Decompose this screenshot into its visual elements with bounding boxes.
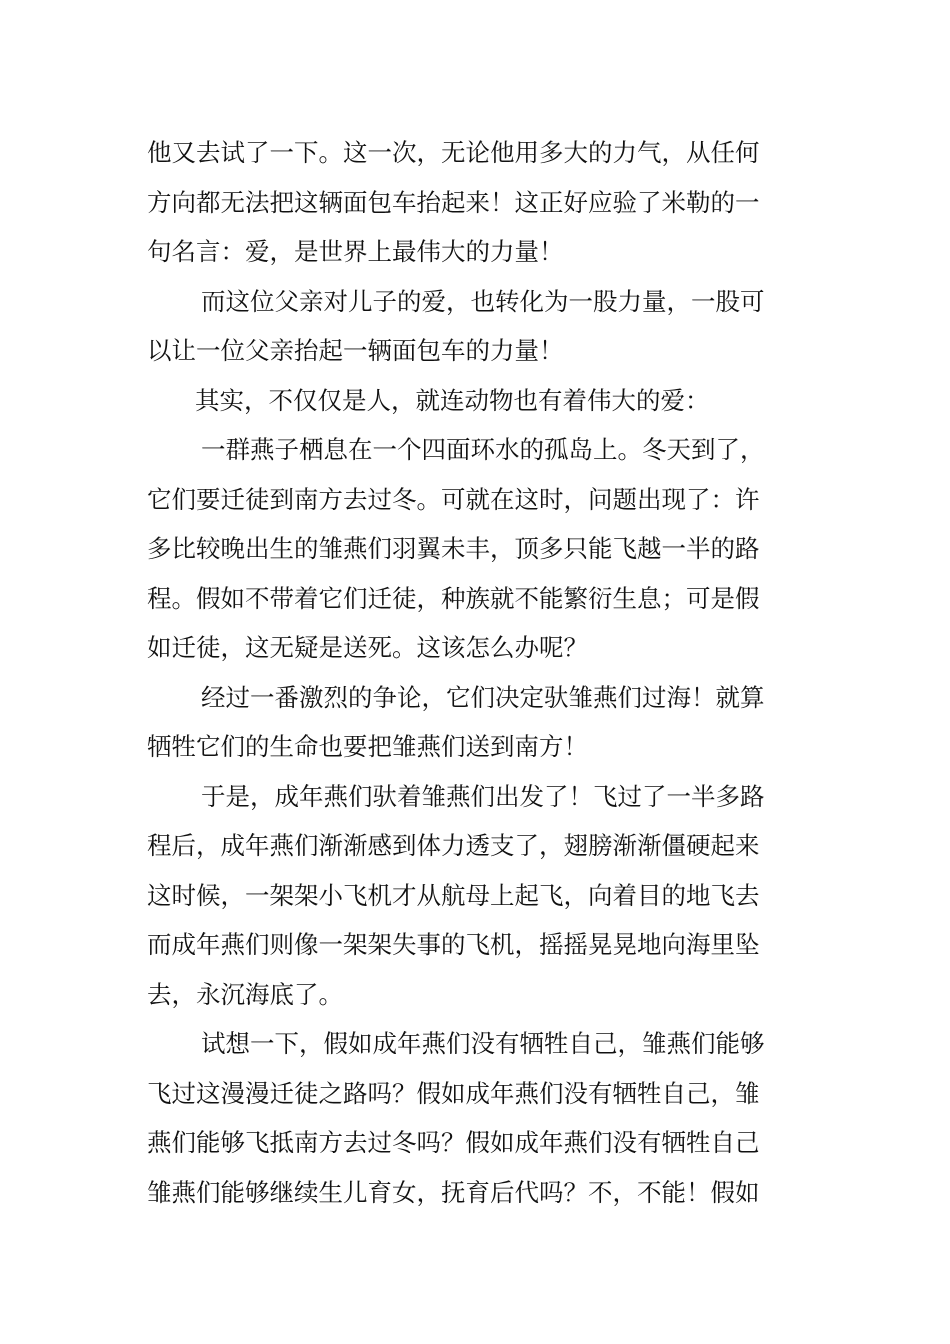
paragraph-2 bbox=[147, 277, 812, 376]
text-line: 这时候，一架架小飞机才从航母上起飞，向着目的地飞去 bbox=[147, 880, 760, 910]
text-line: 以让一位父亲抬起一辆面包车的力量！ bbox=[147, 336, 564, 365]
text-line: 一群燕子栖息在一个四面环水的孤岛上。冬天到了， bbox=[201, 435, 765, 464]
text-line: 多比较晚出生的雏燕们羽翼未丰，顶多只能飞越一半的路 bbox=[147, 534, 760, 563]
text-line: 而这位父亲对儿子的爱，也转化为一股力量，一股可 bbox=[201, 286, 765, 316]
text-line: 他又去试了一下。这一次，无论他用多大的力气，从任何 bbox=[147, 138, 760, 167]
paragraph-7 bbox=[147, 1019, 812, 1217]
text-line: 它们要迁徒到南方去过冬。可就在这时，问题出现了：许 bbox=[147, 484, 760, 514]
text-line: 而成年燕们则像一架架失事的飞机，摇摇晃晃地向海里坠 bbox=[147, 930, 760, 959]
text-line: 牺牲它们的生命也要把雏燕们送到南方！ bbox=[147, 732, 588, 761]
paragraph-5 bbox=[147, 673, 812, 772]
text-line: 于是，成年燕们驮着雏燕们出发了！飞过了一半多路 bbox=[201, 781, 765, 811]
text-line: 去，永沉海底了。 bbox=[147, 979, 343, 1009]
text-line: 经过一番激烈的争论，它们决定驮雏燕们过海！就算 bbox=[201, 682, 765, 712]
text-line: 如迁徒，这无疑是送死。这该怎么办呢？ bbox=[147, 633, 588, 662]
paragraph-6 bbox=[147, 772, 812, 1020]
paragraph-3 bbox=[147, 376, 812, 426]
paragraph-1 bbox=[147, 128, 812, 277]
text-line: 程。假如不带着它们迁徒，种族就不能繁衍生息；可是假 bbox=[147, 583, 760, 613]
document-body bbox=[147, 128, 812, 1217]
text-line: 句名言：爱，是世界上最伟大的力量！ bbox=[147, 237, 564, 266]
text-line: 试想一下，假如成年燕们没有牺牲自己，雏燕们能够 bbox=[201, 1029, 765, 1058]
text-line: 燕们能够飞抵南方去过冬吗？假如成年燕们没有牺牲自己 bbox=[147, 1128, 760, 1157]
paragraph-4 bbox=[147, 425, 812, 673]
text-line: 方向都无法把这辆面包车抬起来！这正好应验了米勒的一 bbox=[147, 187, 760, 217]
text-line: 雏燕们能够继续生儿育女，抚育后代吗？不，不能！假如 bbox=[147, 1177, 760, 1207]
text-line: 其实，不仅仅是人，就连动物也有着伟大的爱： bbox=[195, 385, 710, 415]
text-line: 飞过这漫漫迁徒之路吗？假如成年燕们没有牺牲自己，雏 bbox=[147, 1078, 760, 1108]
text-line: 程后，成年燕们渐渐感到体力透支了，翅膀渐渐僵硬起来 bbox=[147, 831, 760, 860]
